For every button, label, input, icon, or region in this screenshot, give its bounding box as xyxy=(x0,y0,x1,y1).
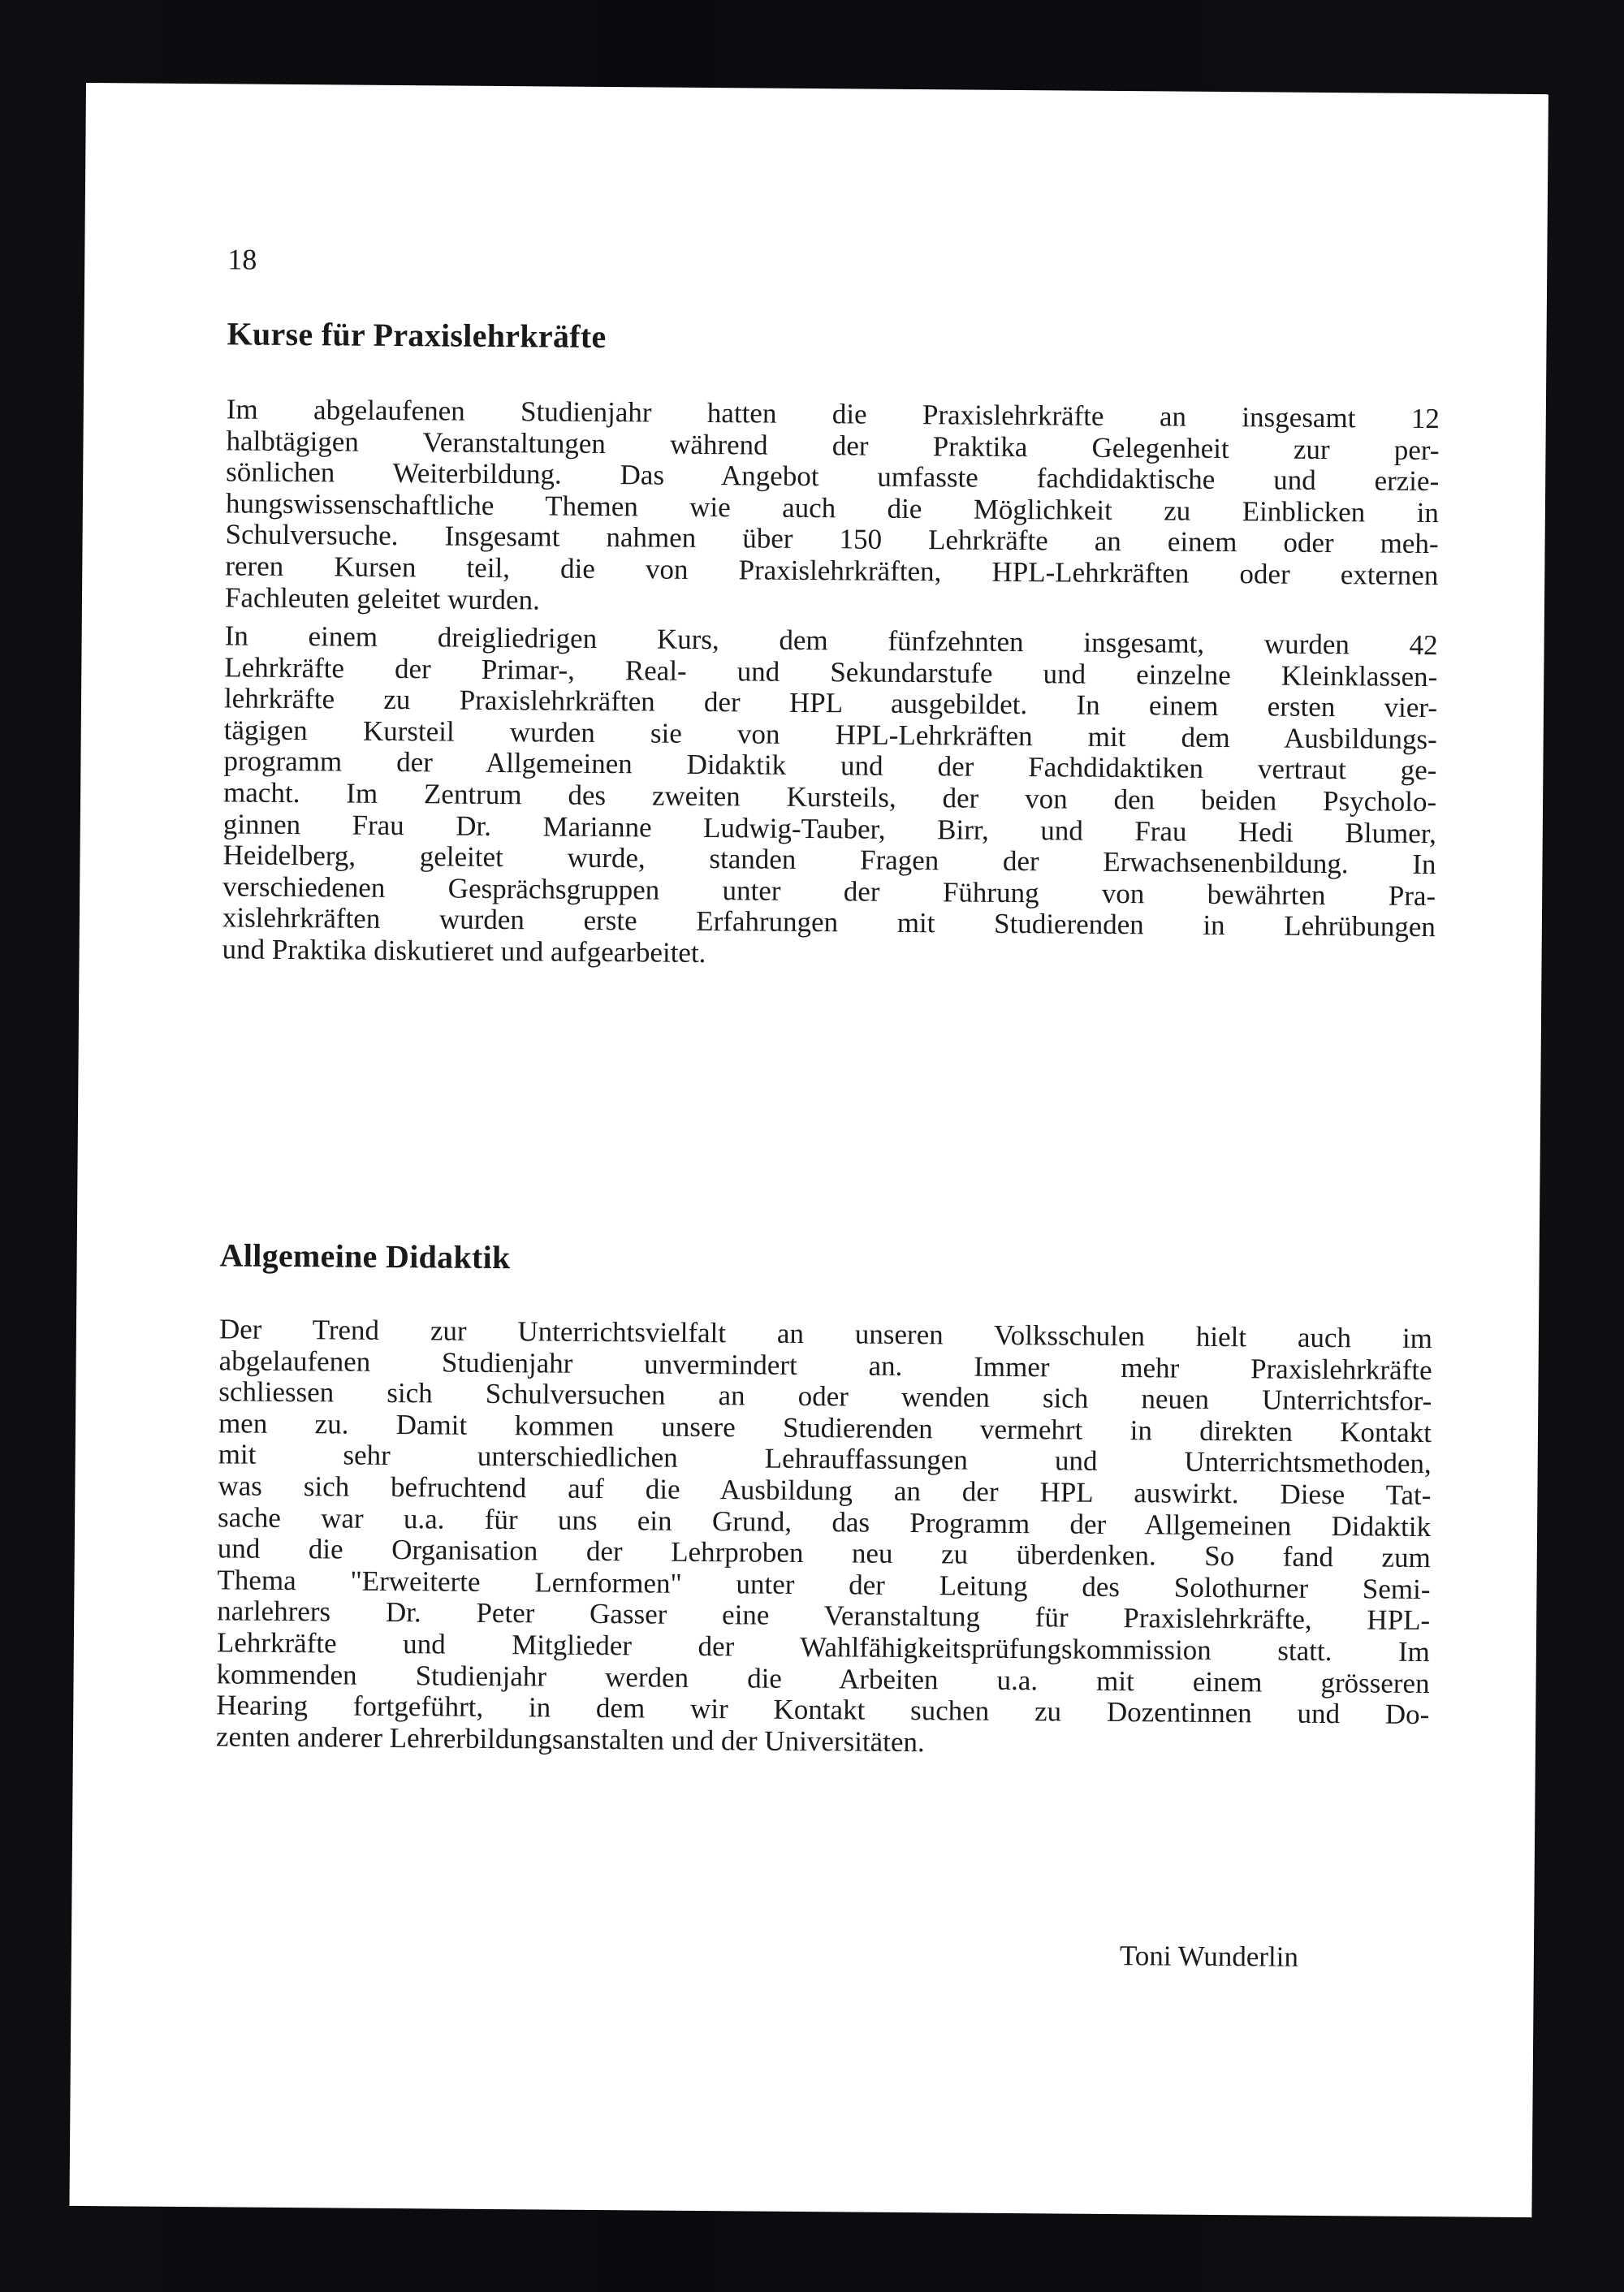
paragraph xyxy=(225,394,1440,623)
paragraph xyxy=(222,620,1437,974)
text-line-content: In einem dreigliedrigen Kurs, dem fünfzehnten insgesamt, wurden 42 xyxy=(224,619,1438,662)
text-line-content: abgelaufenen Studienjahr unvermindert an. Immer mehr Praxislehrkräfte xyxy=(218,1344,1432,1386)
text-line-content: Der Trend zur Unterrichtsvielfalt an unseren Volksschulen hielt auch im xyxy=(218,1313,1433,1355)
author-signature: Toni Wunderlin xyxy=(1119,1940,1299,1973)
text-line-content: sönlichen Weiterbildung. Das Angebot umfasste fachdidaktische und erzie- xyxy=(226,455,1440,498)
text-line-content: sache war u.a. für uns ein Grund, das Programm der Allgemeinen Didaktik xyxy=(217,1500,1432,1543)
text-line-content: Im abgelaufenen Studienjahr hatten die Praxislehrkräfte an insgesamt 12 xyxy=(226,393,1440,435)
text-line-content: men zu. Damit kommen unsere Studierenden vermehrt in direkten Kontakt xyxy=(218,1407,1432,1448)
text-line-content: programm der Allgemeinen Didaktik und der Fachdidaktiken vertraut ge- xyxy=(223,745,1437,787)
text-line-content: narlehrers Dr. Peter Gasser eine Veranstaltung für Praxislehrkräfte, HPL- xyxy=(217,1595,1431,1637)
paragraph xyxy=(216,1314,1432,1762)
text-line-content: Heidelberg, geleitet wurde, standen Fragen der Erwachsenenbildung. In xyxy=(222,839,1436,881)
text-line-content: macht. Im Zentrum des zweiten Kursteils, der von den beiden Psycholo- xyxy=(222,776,1437,818)
text-line-content: zenten anderer Lehrerbildungsanstalten und der Universitäten. xyxy=(215,1720,925,1758)
text-line-content: Lehrkräfte und Mitglieder der Wahlfähigkeitsprüfungskommission statt. Im xyxy=(216,1626,1431,1668)
page-number: 18 xyxy=(227,243,257,276)
text-line-content: reren Kursen teil, die von Praxislehrkräften, HPL-Lehrkräften oder externen xyxy=(225,550,1439,592)
text-line-content: hungswissenschaftliche Themen wie auch die Möglichkeit zu Einblicken in xyxy=(225,487,1440,529)
text-line-content: Hearing fortgeführt, in dem wir Kontakt suchen zu Dozentinnen und Do- xyxy=(216,1689,1430,1731)
text-line-content: lehrkräfte zu Praxislehrkräften der HPL ausgebildet. In einem ersten vier- xyxy=(223,682,1438,724)
document-page xyxy=(69,83,1548,2217)
text-line-content: tägigen Kursteil wurden sie von HPL-Lehrkräften mit dem Ausbildungs- xyxy=(223,714,1437,755)
text-line-content: schliessen sich Schulversuchen an oder wenden sich neuen Unterrichtsfor- xyxy=(218,1375,1432,1418)
text-line-content: ginnen Frau Dr. Marianne Ludwig-Tauber, Birr, und Frau Hedi Blumer, xyxy=(222,807,1436,849)
text-line-content: Fachleuten geleitet wurden. xyxy=(224,581,540,615)
section-heading-allgemeine-didaktik: Allgemeine Didaktik xyxy=(219,1237,511,1276)
text-line-content: Schulversuche. Insgesamt nahmen über 150 Lehrkräfte an einem oder meh- xyxy=(225,518,1439,560)
text-line-content: Thema "Erweiterte Lernformen" unter der Leitung des Solothurner Semi- xyxy=(217,1564,1431,1605)
text-line-content: und die Organisation der Lehrproben neu zu überdenken. So fand zum xyxy=(217,1532,1431,1574)
text-line-content: mit sehr unterschiedlichen Lehrauffassungen und Unterrichtsmethoden, xyxy=(218,1438,1432,1480)
text-line-content: Lehrkräfte der Primar-, Real- und Sekundarstufe und einzelne Kleinklassen- xyxy=(224,650,1438,693)
text-line-content: und Praktika diskutieret und aufgearbeitet. xyxy=(222,933,706,969)
text-line-content: verschiedenen Gesprächsgruppen unter der Führung von bewährten Pra- xyxy=(222,870,1436,912)
text-line-content: xislehrkräften wurden erste Erfahrungen mit Studierenden in Lehrübungen xyxy=(222,901,1436,943)
text-line-content: kommenden Studienjahr werden die Arbeiten u.a. mit einem grösseren xyxy=(216,1657,1430,1699)
text-line-content: halbtägigen Veranstaltungen während der Praktika Gelegenheit zur per- xyxy=(226,424,1440,466)
section-heading-kurse: Kurse für Praxislehrkräfte xyxy=(227,315,607,356)
text-line-content: was sich befruchtend auf die Ausbildung an der HPL auswirkt. Diese Tat- xyxy=(218,1470,1432,1512)
